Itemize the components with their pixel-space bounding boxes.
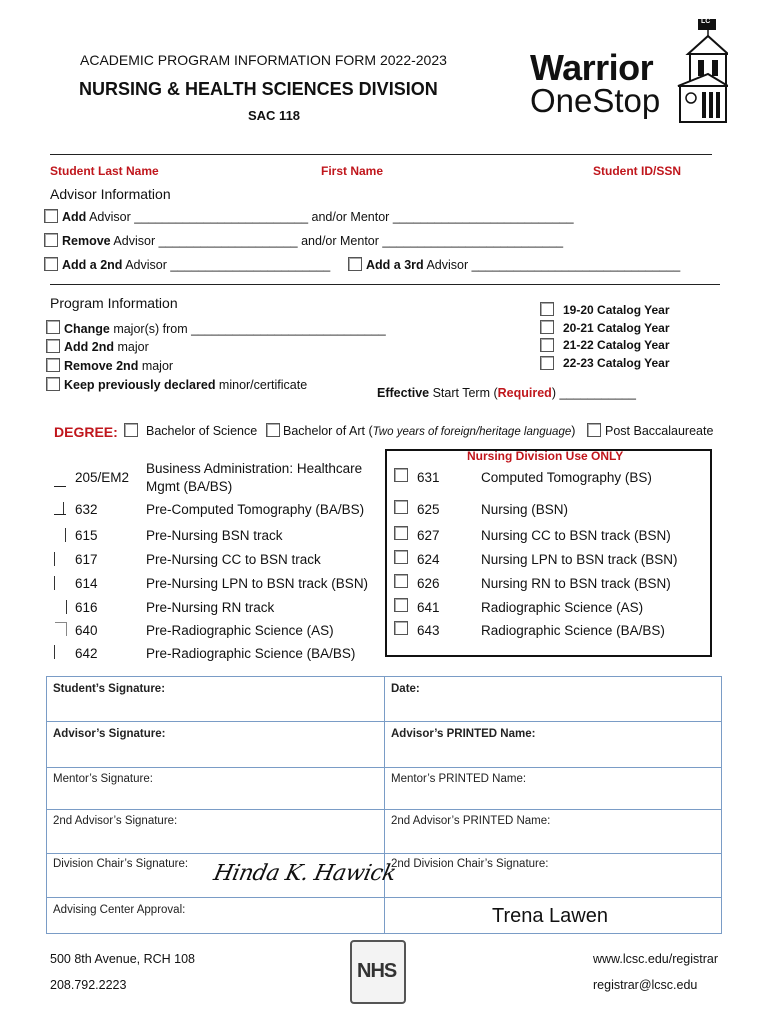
post-bacc-label: Post Baccalaureate — [605, 424, 714, 438]
program-code: 624 — [417, 552, 440, 567]
division-use-heading: Nursing Division Use ONLY — [467, 449, 624, 463]
program-code: 643 — [417, 623, 440, 638]
program-name: Pre-Radiographic Science (BA/BS) — [146, 646, 356, 661]
ba-label: Bachelor of Art (Two years of foreign/heritage language) — [283, 424, 576, 438]
advising-center-approval-field[interactable]: Advising Center Approval: — [53, 904, 186, 916]
program-blank[interactable] — [54, 576, 55, 590]
program-641-checkbox[interactable] — [394, 598, 408, 612]
program-625-checkbox[interactable] — [394, 500, 408, 514]
program-name: Nursing (BSN) — [481, 502, 569, 517]
advisor-heading: Advisor Information — [50, 186, 171, 202]
degree-label: DEGREE: — [54, 424, 118, 440]
division-chair-signature: Hinda K. Hawick — [211, 861, 398, 886]
first-name-label: First Name — [321, 164, 384, 178]
program-code: 614 — [75, 576, 98, 591]
program-name: Nursing CC to BSN track (BSN) — [481, 528, 671, 543]
remove-advisor-row: Remove Advisor ____________________ and/or Mentor __________________________ — [62, 234, 564, 248]
program-name: Computed Tomography (BS) — [481, 470, 652, 485]
program-blank[interactable] — [54, 645, 55, 659]
footer-email-link[interactable]: registrar@lcsc.edu — [593, 978, 698, 992]
2nd-advisor-printed-name-field[interactable]: 2nd Advisor’s PRINTED Name: — [391, 815, 551, 827]
advising-center-name: Trena Lawen — [492, 905, 608, 927]
program-code: 205/EM2 — [75, 470, 130, 485]
program-code: 642 — [75, 646, 98, 661]
keep-minor-row: Keep previously declared minor/certificate — [64, 378, 308, 392]
footer-web-link[interactable]: www.lcsc.edu/registrar — [593, 952, 719, 966]
program-name: Pre-Radiographic Science (AS) — [146, 623, 334, 638]
student-name-line — [50, 154, 712, 155]
program-name: Business Administration: Healthcare — [146, 461, 363, 476]
logo-line1: Warrior — [530, 47, 654, 88]
catalog-20-21-checkbox[interactable] — [540, 320, 554, 334]
bs-checkbox[interactable] — [124, 423, 138, 437]
add-advisor-row: Add Advisor _________________________ and/or Mentor __________________________ — [62, 210, 574, 224]
remove-2nd-major-checkbox[interactable] — [46, 358, 60, 372]
program-name: Pre-Nursing CC to BSN track — [146, 552, 321, 567]
add-3rd-advisor-checkbox[interactable] — [348, 257, 362, 271]
program-blank[interactable] — [65, 528, 66, 542]
program-blank[interactable] — [54, 514, 66, 515]
program-name: Radiographic Science (BA/BS) — [481, 623, 665, 638]
add-2nd-major-checkbox[interactable] — [46, 339, 60, 353]
change-major-checkbox[interactable] — [46, 320, 60, 334]
program-name-cont: Mgmt (BA/BS) — [146, 479, 233, 494]
catalog-year-label: 22-23 Catalog Year — [563, 356, 670, 370]
program-blank[interactable] — [66, 600, 67, 614]
program-blank[interactable] — [54, 486, 66, 487]
program-code: 617 — [75, 552, 98, 567]
advisor-signature-field[interactable]: Advisor’s Signature: — [53, 728, 166, 740]
footer-phone: 208.792.2223 — [50, 978, 127, 992]
division-chair-signature-field[interactable]: Division Chair’s Signature: — [53, 858, 189, 870]
add-advisor-checkbox[interactable] — [44, 209, 58, 223]
program-blank[interactable] — [54, 552, 55, 566]
program-code: 631 — [417, 470, 440, 485]
program-name: Pre-Nursing RN track — [146, 600, 275, 615]
nhs-seal: NHS — [350, 940, 406, 1004]
division-title: NURSING & HEALTH SCIENCES DIVISION — [79, 79, 438, 99]
logo-flag-text: LC — [701, 18, 711, 25]
student-last-name-label: Student Last Name — [50, 164, 159, 178]
post-bacc-checkbox[interactable] — [587, 423, 601, 437]
program-blank[interactable] — [55, 622, 67, 636]
2nd-division-chair-signature-field[interactable]: 2nd Division Chair’s Signature: — [391, 858, 549, 870]
remove-2nd-major-row: Remove 2nd major — [64, 359, 174, 373]
catalog-year-label: 21-22 Catalog Year — [563, 338, 670, 352]
program-name: Pre-Computed Tomography (BA/BS) — [146, 502, 365, 517]
catalog-21-22-checkbox[interactable] — [540, 338, 554, 352]
add-2nd-major-row: Add 2nd major — [64, 340, 149, 354]
program-code: 626 — [417, 576, 440, 591]
program-627-checkbox[interactable] — [394, 526, 408, 540]
program-name: Nursing LPN to BSN track (BSN) — [481, 552, 678, 567]
program-631-checkbox[interactable] — [394, 468, 408, 482]
warrior-onestop-logo — [528, 16, 728, 126]
program-code: 632 — [75, 502, 98, 517]
mentor-signature-field[interactable]: Mentor’s Signature: — [53, 773, 153, 785]
program-code: 615 — [75, 528, 98, 543]
program-name: Pre-Nursing BSN track — [146, 528, 283, 543]
program-heading: Program Information — [50, 295, 178, 311]
date-field[interactable]: Date: — [391, 683, 420, 695]
advisor-printed-name-field[interactable]: Advisor’s PRINTED Name: — [391, 728, 536, 740]
program-626-checkbox[interactable] — [394, 574, 408, 588]
remove-advisor-checkbox[interactable] — [44, 233, 58, 247]
form-code: SAC 118 — [248, 108, 301, 123]
student-signature-field[interactable]: Student’s Signature: — [53, 683, 166, 695]
add-2nd-advisor-checkbox[interactable] — [44, 257, 58, 271]
keep-minor-checkbox[interactable] — [46, 377, 60, 391]
program-624-checkbox[interactable] — [394, 550, 408, 564]
footer-address: 500 8th Avenue, RCH 108 — [50, 952, 196, 966]
ba-checkbox[interactable] — [266, 423, 280, 437]
add-2nd-advisor-row: Add a 2nd Advisor _______________________ — [62, 258, 331, 272]
add-3rd-advisor-row: Add a 3rd Advisor ______________________________ — [366, 258, 681, 272]
catalog-year-label: 19-20 Catalog Year — [563, 303, 670, 317]
advisor-divider — [50, 284, 720, 285]
program-code: 616 — [75, 600, 98, 615]
program-643-checkbox[interactable] — [394, 621, 408, 635]
change-major-row: Change major(s) from ____________________________ — [64, 322, 386, 336]
bs-label: Bachelor of Science — [146, 424, 258, 438]
program-code: 627 — [417, 528, 440, 543]
effective-start-term: Effective Start Term (Required) ___________ — [377, 386, 636, 400]
mentor-printed-name-field[interactable]: Mentor’s PRINTED Name: — [391, 773, 527, 785]
program-name: Radiographic Science (AS) — [481, 600, 644, 615]
program-code: 625 — [417, 502, 440, 517]
catalog-19-20-checkbox[interactable] — [540, 302, 554, 316]
2nd-advisor-signature-field[interactable]: 2nd Advisor’s Signature: — [53, 815, 178, 827]
student-id-label: Student ID/SSN — [593, 164, 682, 178]
program-name: Nursing RN to BSN track (BSN) — [481, 576, 671, 591]
program-code: 641 — [417, 600, 440, 615]
form-title: ACADEMIC PROGRAM INFORMATION FORM 2022-2023 — [80, 52, 447, 68]
logo-line2: OneStop — [530, 82, 661, 119]
catalog-year-label: 20-21 Catalog Year — [563, 321, 670, 335]
program-name: Pre-Nursing LPN to BSN track (BSN) — [146, 576, 369, 591]
program-code: 640 — [75, 623, 98, 638]
catalog-22-23-checkbox[interactable] — [540, 356, 554, 370]
